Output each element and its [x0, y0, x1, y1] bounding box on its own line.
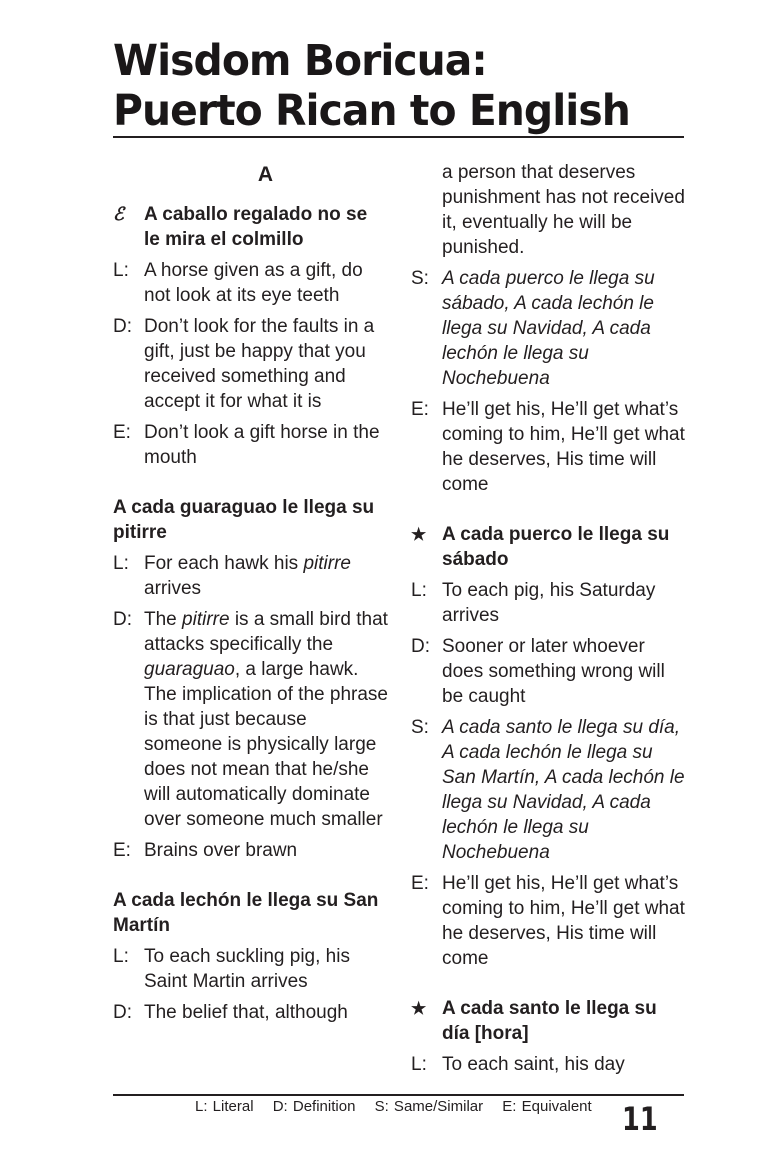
entry-field: [113, 420, 388, 470]
italic-term: A cada puerco le llega su sábado, A cada lechón le llega su Navidad, A cada lechón le llega su Nochebuena: [442, 268, 655, 389]
entry-headword: [113, 202, 388, 252]
entry-headword: [411, 522, 686, 572]
italic-term: pitirre: [182, 609, 230, 630]
entry-field: [411, 715, 686, 865]
field-label: E:: [411, 873, 429, 894]
field-label: D:: [113, 316, 132, 337]
field-label: D:: [113, 609, 132, 630]
text-segment: For each hawk his: [144, 553, 304, 574]
legend-literal: L: Literal: [195, 1098, 254, 1115]
entry-field: [113, 607, 388, 832]
text-segment: The belief that, although: [144, 1002, 348, 1023]
title-line-2: Puerto Rican to English: [113, 86, 630, 136]
column-left: [113, 162, 388, 1025]
field-text: [144, 551, 388, 601]
field-label: S:: [411, 268, 429, 289]
star-icon: ★: [411, 525, 427, 544]
equivalent-icon: ℰ: [113, 204, 124, 225]
entry-field: [411, 871, 686, 971]
entry-field: [113, 258, 388, 308]
text-segment: arrives: [144, 578, 202, 599]
italic-term: A cada santo le llega su día, A cada lechón le llega su San Martín, A cada lechón le llega su Navidad, A cada lechón le llega su Nochebuena: [442, 717, 685, 863]
field-text: [442, 397, 686, 497]
field-text: [144, 944, 388, 994]
indent-spacer: [411, 160, 442, 260]
field-label: L:: [113, 553, 129, 574]
section-letter: A: [257, 163, 274, 186]
text-segment: To each saint, his day: [442, 1054, 625, 1075]
headword-text: A cada santo le llega su día [hora]: [442, 998, 657, 1044]
text-segment: He’ll get his, He’ll get what’s coming to him, He’ll get what he deserves, His time will come: [442, 873, 685, 969]
field-text: [144, 258, 388, 308]
text-segment: To each suckling pig, his Saint Martin arrives: [144, 946, 350, 992]
headword-text: A caballo regalado no se le mira el colmillo: [144, 204, 368, 250]
text-segment: Brains over brawn: [144, 840, 298, 861]
field-label: L:: [113, 946, 129, 967]
entry-headword: [411, 996, 686, 1046]
footer-divider: [113, 1094, 684, 1096]
legend-same-similar: S: Same/Similar: [374, 1098, 484, 1115]
page-title: [113, 36, 630, 136]
page-number: 11: [622, 1100, 658, 1138]
text-segment: Don’t look a gift horse in the mouth: [144, 422, 380, 468]
title-line-1: Wisdom Boricua:: [113, 36, 487, 86]
field-label: E:: [113, 422, 131, 443]
text-segment: To each pig, his Saturday arrives: [442, 580, 656, 626]
field-label: D:: [411, 636, 430, 657]
entry-headword: [113, 495, 388, 545]
text-segment: , a large hawk. The implication of the phrase is that just because someone is physically large does not mean that he/she will automatically dominate over someone much smaller: [144, 659, 388, 830]
field-text: [442, 715, 686, 865]
italic-term: guaraguao: [144, 659, 235, 680]
legend-equivalent: E: Equivalent: [502, 1098, 592, 1115]
entry-field: [411, 1052, 686, 1077]
entry-field: [113, 944, 388, 994]
column-right: [411, 160, 686, 1077]
text-segment: A horse given as a gift, do not look at its eye teeth: [144, 260, 363, 306]
field-text: [144, 420, 388, 470]
field-text: [442, 634, 686, 709]
italic-term: pitirre: [303, 553, 351, 574]
field-label: E:: [411, 399, 429, 420]
field-text: [442, 266, 686, 391]
entry-field: [113, 314, 388, 414]
abbreviation-legend: [195, 1098, 606, 1115]
field-label: L:: [113, 260, 129, 281]
entry-field: [113, 551, 388, 601]
entry-field: [411, 266, 686, 391]
continued-definition: [411, 160, 686, 260]
field-text: [442, 871, 686, 971]
field-label: E:: [113, 840, 131, 861]
headword-text: A cada lechón le llega su San Martín: [113, 890, 379, 936]
headword-text: A cada puerco le llega su sábado: [442, 524, 670, 570]
field-text: [442, 1052, 686, 1077]
field-text: [144, 607, 388, 832]
entry-field: [113, 838, 388, 863]
field-label: S:: [411, 717, 429, 738]
field-text: [442, 578, 686, 628]
field-text: [144, 838, 388, 863]
field-label: L:: [411, 1054, 427, 1075]
text-segment: a person that deserves punishment has not received it, eventually he will be punished.: [442, 162, 685, 258]
headword-text: A cada guaraguao le llega su pitirre: [113, 497, 375, 543]
entry-field: [411, 397, 686, 497]
text-segment: He’ll get his, He’ll get what’s coming to him, He’ll get what he deserves, His time will come: [442, 399, 685, 495]
text-segment: Don’t look for the faults in a gift, just be happy that you received something and accept it for what it is: [144, 316, 375, 412]
title-divider: [113, 136, 684, 138]
field-label: D:: [113, 1002, 132, 1023]
text-segment: The: [144, 609, 183, 630]
field-label: L:: [411, 580, 427, 601]
entry-field: [411, 634, 686, 709]
field-text: [144, 314, 388, 414]
entry-field: [113, 1000, 388, 1025]
text-segment: Sooner or later whoever does something wrong will be caught: [442, 636, 665, 707]
entry-headword: [113, 888, 388, 938]
star-icon: ★: [411, 999, 427, 1018]
legend-definition: D: Definition: [272, 1098, 356, 1115]
field-text: [144, 1000, 388, 1025]
text-segment: is a small bird that attacks specifically the: [144, 609, 388, 655]
field-text: [442, 160, 686, 260]
entry-field: [411, 578, 686, 628]
